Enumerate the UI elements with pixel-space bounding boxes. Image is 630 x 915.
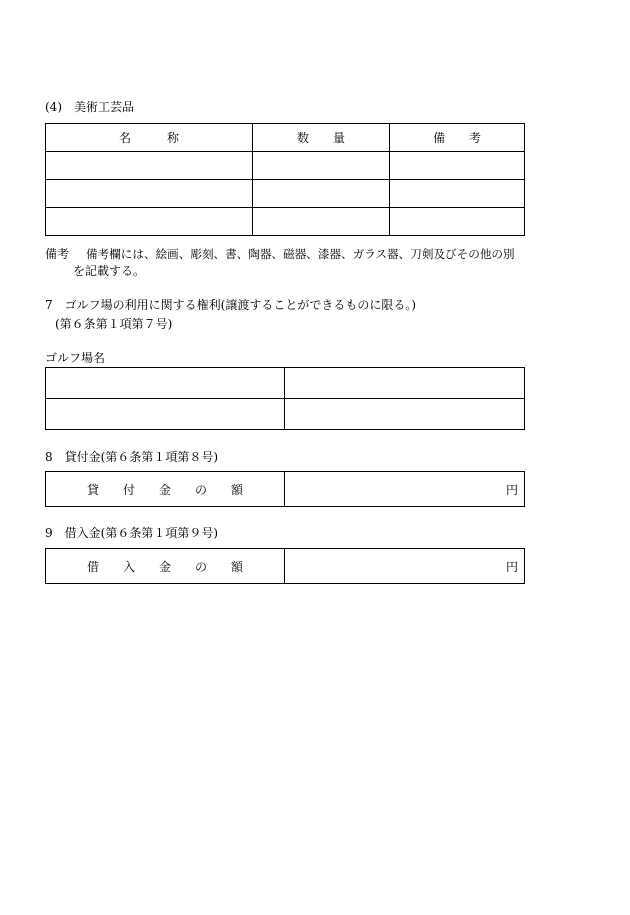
table-cell[interactable] bbox=[285, 368, 525, 399]
loan-amount-unit[interactable]: 円 bbox=[285, 472, 525, 507]
table-row bbox=[46, 368, 525, 399]
loan-amount-label: 貸 付 金 の 額 bbox=[46, 472, 285, 507]
section-7-heading: 7 ゴルフ場の利用に関する権利(譲渡することができるものに限る。) bbox=[45, 298, 417, 312]
table-cell[interactable] bbox=[46, 368, 285, 399]
table-row bbox=[46, 399, 525, 430]
table-row bbox=[46, 152, 525, 180]
table-row bbox=[46, 180, 525, 208]
borrowing-amount-unit[interactable]: 円 bbox=[285, 549, 525, 584]
golf-course-name-label: ゴルフ場名 bbox=[45, 351, 106, 365]
table-cell[interactable] bbox=[46, 208, 253, 236]
note-label: 備考 bbox=[45, 247, 70, 261]
table-cell[interactable] bbox=[46, 180, 253, 208]
table-cell[interactable] bbox=[46, 399, 285, 430]
header-remarks: 備 考 bbox=[390, 124, 525, 152]
section-9-heading: 9 借入金(第６条第１項第９号) bbox=[45, 526, 218, 540]
note-line-2: を記載する。 bbox=[73, 264, 146, 278]
table-row bbox=[46, 472, 525, 507]
table-cell[interactable] bbox=[390, 180, 525, 208]
table-row bbox=[46, 208, 525, 236]
table-cell[interactable] bbox=[253, 152, 390, 180]
table-cell[interactable] bbox=[253, 180, 390, 208]
header-name: 名 称 bbox=[46, 124, 253, 152]
art-crafts-table bbox=[45, 123, 525, 236]
table-cell[interactable] bbox=[390, 208, 525, 236]
note-line-1: 備考欄には、絵画、彫刻、書、陶器、磁器、漆器、ガラス器、刀剣及びその他の別 bbox=[86, 247, 515, 261]
golf-rights-table bbox=[45, 367, 525, 430]
header-quantity: 数 量 bbox=[253, 124, 390, 152]
section-7-subheading: (第６条第１項第７号) bbox=[55, 317, 173, 331]
table-cell[interactable] bbox=[253, 208, 390, 236]
table-header-row bbox=[46, 124, 525, 152]
borrowings-table bbox=[45, 548, 525, 584]
table-cell[interactable] bbox=[46, 152, 253, 180]
section-4-heading: (4) 美術工芸品 bbox=[45, 100, 134, 114]
table-cell[interactable] bbox=[390, 152, 525, 180]
borrowing-amount-label: 借 入 金 の 額 bbox=[46, 549, 285, 584]
section-8-heading: 8 貸付金(第６条第１項第８号) bbox=[45, 450, 218, 464]
table-cell[interactable] bbox=[285, 399, 525, 430]
table-row bbox=[46, 549, 525, 584]
loans-receivable-table bbox=[45, 471, 525, 507]
